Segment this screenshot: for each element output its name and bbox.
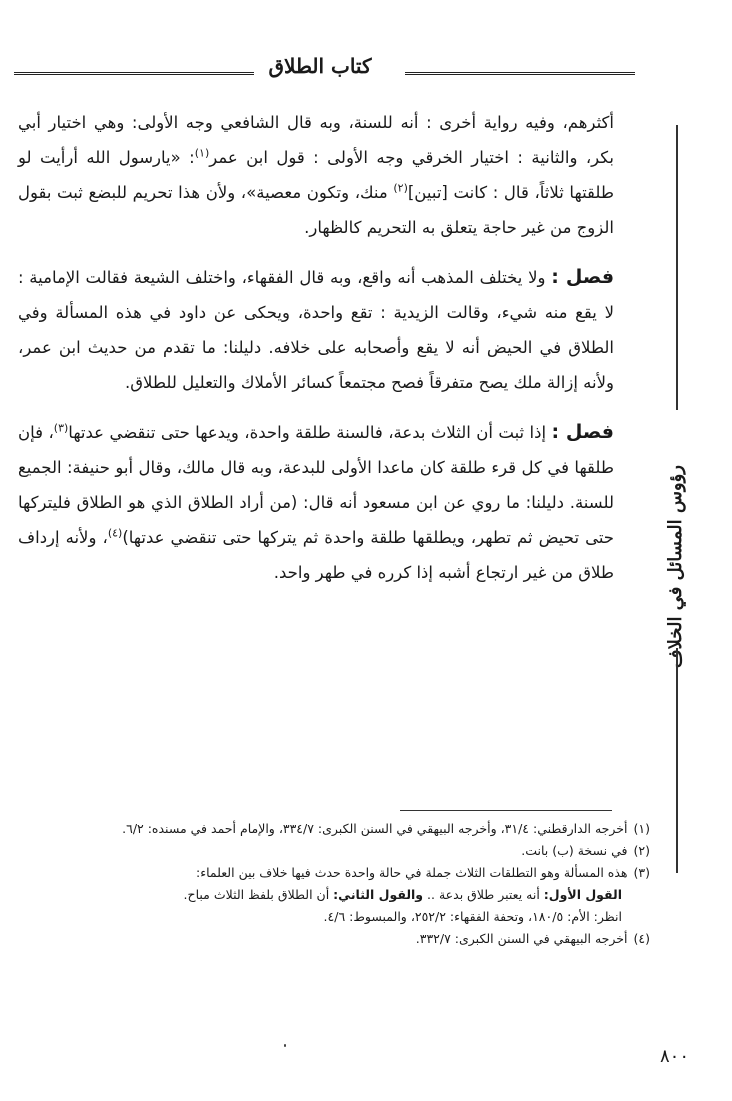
footnote-marker-4[interactable]: (٤) (107, 526, 123, 540)
header-rule-right (405, 72, 635, 75)
footnote-divider (400, 810, 612, 811)
footnote-3: (٣)هذه المسألة وهو التطلقات الثلاث جملة في حالة واحدة حدث فيها خلاف بين العلماء: (196, 865, 650, 880)
footnotes (18, 818, 650, 950)
footnote-2: (٢)في نسخة (ب) بانت. (521, 843, 650, 858)
main-text (18, 105, 614, 590)
paragraph-2: فصل : ولا يختلف المذهب أنه واقع، وبه قال الفقهاء، واختلف الشيعة فقالت الإمامية : لا يقع منه شيء، وقالت الزيدية : تقع واحدة، ويحكى عن داود في هذه المسألة وفي الطلاق في الحيض أنه لا يقع وأصحابه على خلافه. دليلنا: ما تقدم من حديث ابن عمر، ولأنه إزالة ملك يصح متفرقاً فصح مجتمعاً كسائر الأملاك والتعليل للطلاق. (18, 266, 615, 392)
footnote-3-opinions: القول الأول: أنه يعتبر طلاق بدعة .. والقول الثاني: أن الطلاق بلفظ الثلاث مباح. (183, 887, 622, 902)
paragraph-1: أكثرهم، وفيه رواية أخرى : أنه للسنة، وبه قال الشافعي وجه الأولى: وهي اختيار أبي بكر، والثانية : اختيار الخرقي وجه الأولى : قول ابن عمر$^{(١)}$: «يارسول الله أرأيت لو طلقتها ثلاثاً، قال : كانت [تبين]$^{(٢)}$ منك، وتكون معصية»، ولأن هذا تحريم للبضع ثبت بقول الزوج من غير حاجة يتعلق به التحريم كالظهار. (18, 113, 614, 237)
footnote-marker-2[interactable]: (٢) (393, 181, 408, 195)
page-number: ٨٠٠ (660, 1046, 690, 1067)
side-book-title: رؤوس المسائل في الخلاف (665, 465, 686, 669)
footnote-4: (٤)أخرجه البيهقي في السنن الكبرى: ٣٣٢/٧. (415, 931, 650, 946)
footnote-marker-1[interactable]: (١) (194, 146, 210, 160)
footnote-marker-3[interactable]: (٣) (53, 421, 69, 435)
side-rule-bottom (676, 648, 678, 873)
chapter-title: كتاب الطلاق (268, 54, 372, 78)
print-speck (284, 1044, 286, 1047)
side-rule-top (676, 125, 678, 410)
footnote-3-references: انظر: الأم: ١٨٠/٥، وتحفة الفقهاء: ٢٥٢/٢، والمبسوط: ٤/٦. (323, 909, 622, 924)
footnote-1: (١)أخرجه الدارقطني: ٣١/٤، وأخرجه البيهقي في السنن الكبرى: ٣٣٤/٧، والإمام أحمد في مسنده: ٦/٢. (122, 821, 650, 836)
paragraph-3: فصل : إذا ثبت أن الثلاث بدعة، فالسنة طلقة واحدة، ويدعها حتى تنقضي عدتها$^{(٣)}$، فإن طلقها في كل قرء طلقة كان ماعدا الأولى للبدعة، وبه قال مالك، وقال أبو حنيفة: الجميع للسنة. دليلنا: ما روي عن ابن مسعود أنه قال: (من أراد الطلاق الذي هو الطلاق فليتركها حتى تحيض ثم تطهر، ويطلقها طلقة واحدة ثم يتركها حتى تنقضي عدتها)$^{(٤)}$، ولأنه إرداف طلاق من غير ارتجاع أشبه إذا كرره في طهر واحد. (18, 421, 615, 582)
section-label: فصل : (551, 266, 615, 288)
header-rule-left (14, 72, 254, 75)
section-label: فصل : (551, 421, 615, 443)
